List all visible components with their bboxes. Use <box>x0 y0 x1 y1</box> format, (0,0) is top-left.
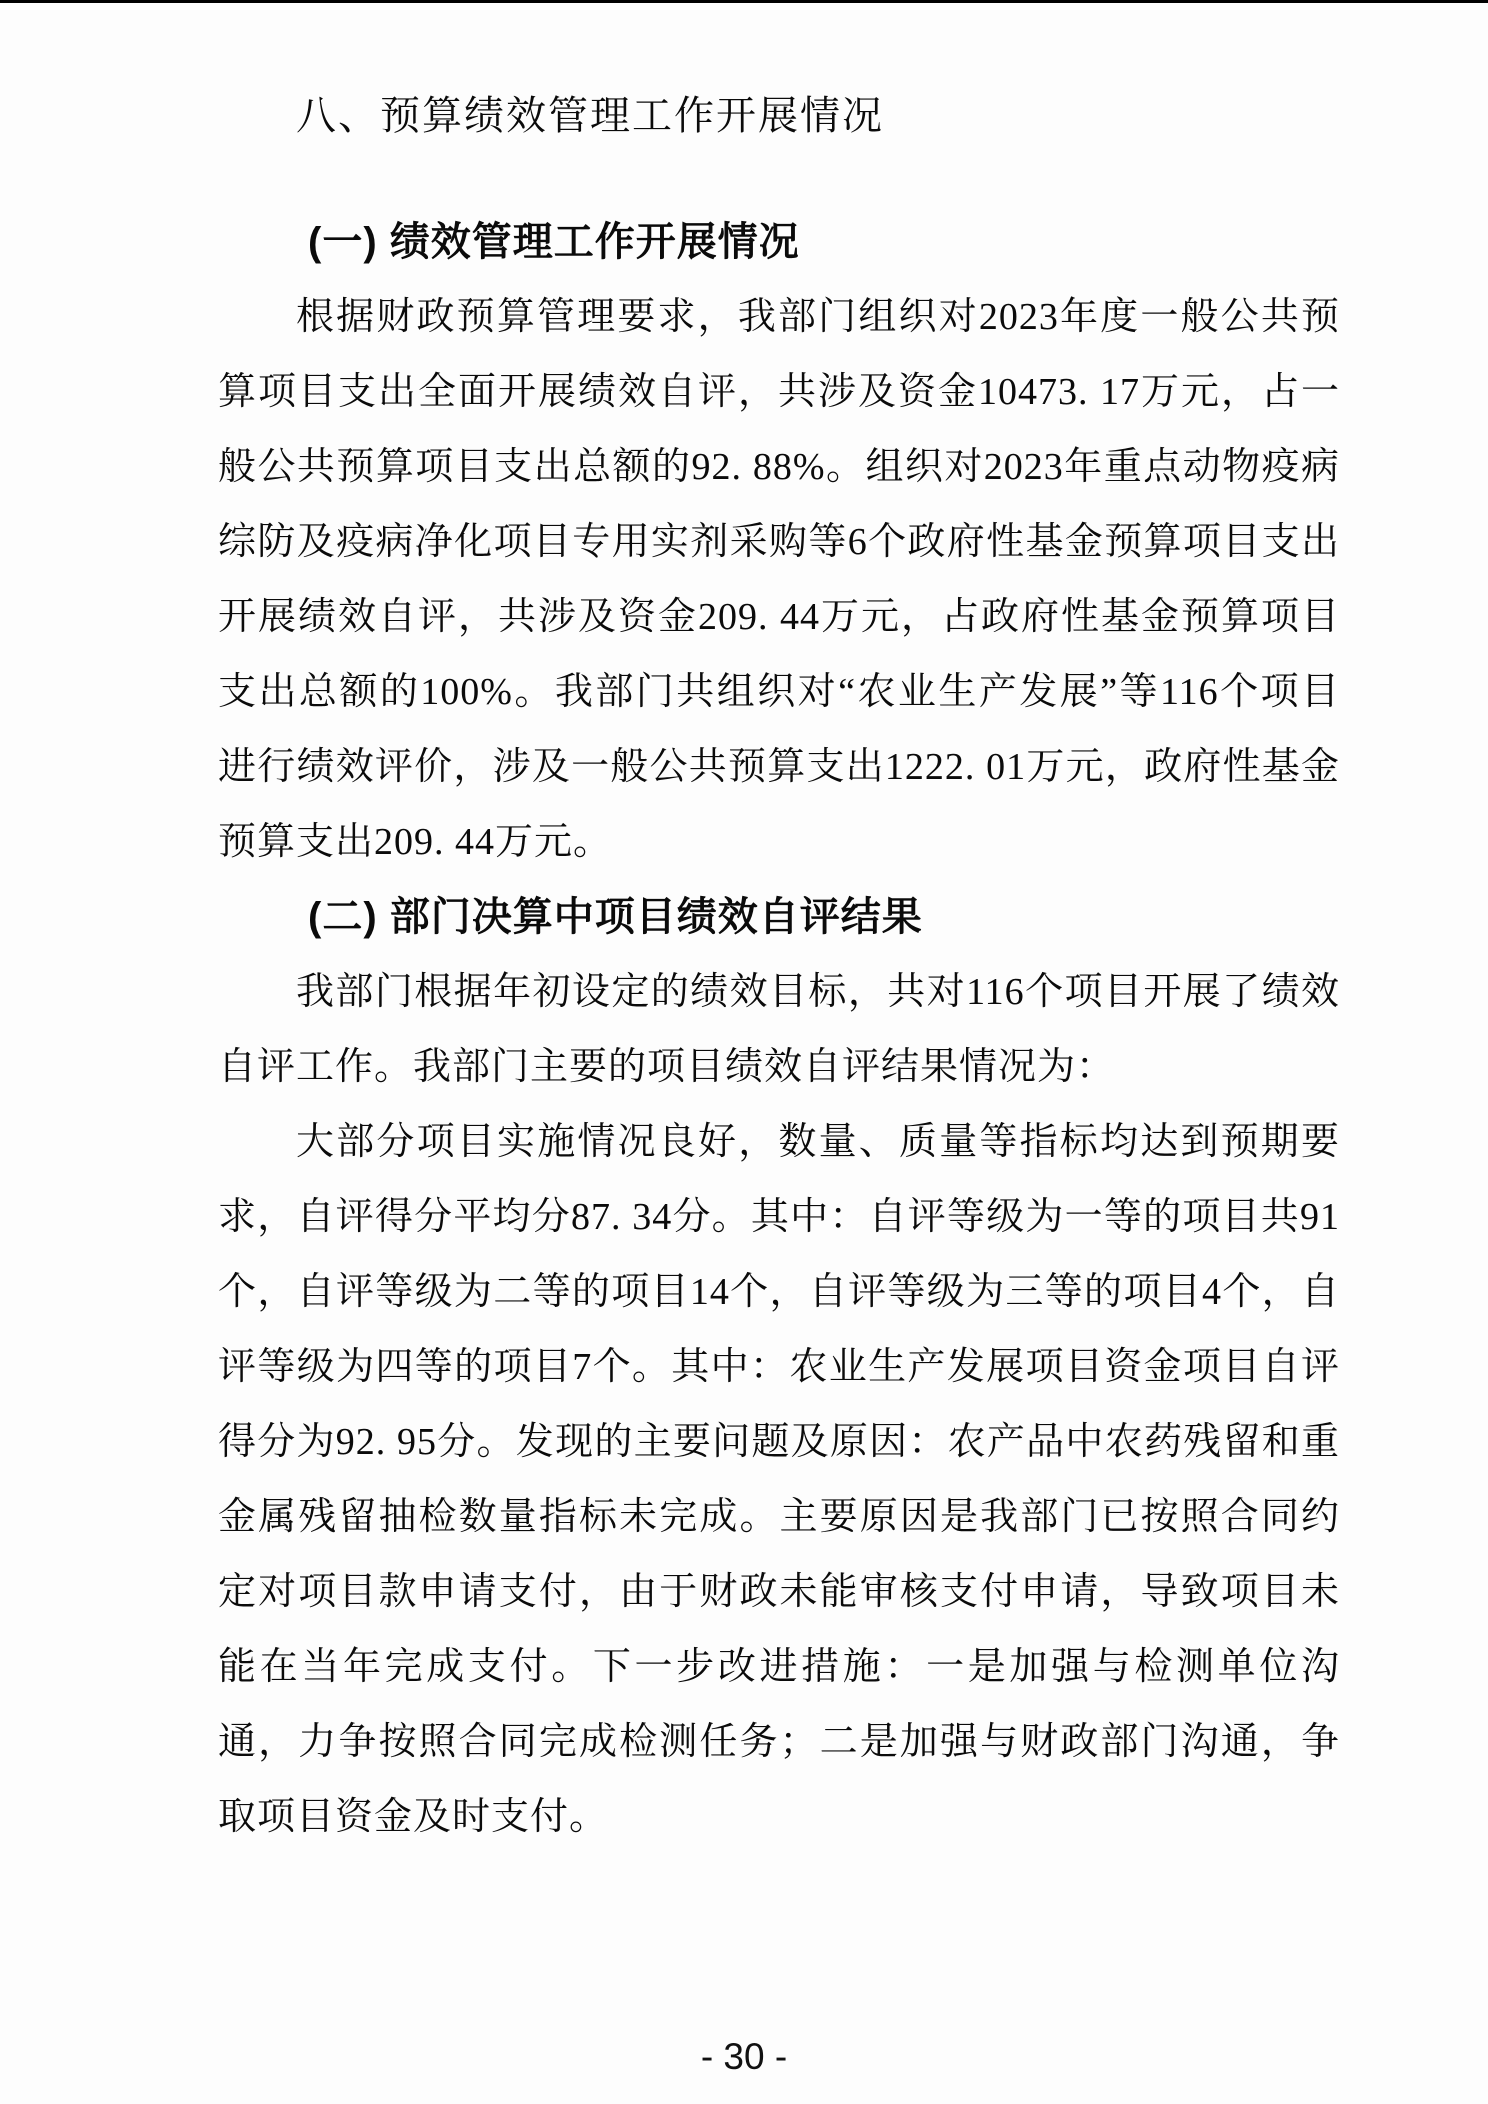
text-line: 通，力争按照合同完成检测任务；二是加强与财政部门沟通，争 <box>218 1721 1340 1763</box>
text-line: 定对项目款申请支付，由于财政未能审核支付申请，导致项目未 <box>218 1571 1340 1613</box>
text-line: 自评工作。我部门主要的项目绩效自评结果情况为： <box>218 1046 1116 1088</box>
page-number: - 30 - <box>700 2036 788 2077</box>
text-line: 求，自评得分平均分87. 34分。其中：自评等级为一等的项目共91 <box>218 1196 1340 1238</box>
text-line: 评等级为四等的项目7个。其中：农业生产发展项目资金项目自评 <box>218 1346 1340 1388</box>
paragraph <box>218 955 1340 1105</box>
text-line: 算项目支出全面开展绩效自评，共涉及资金10473. 17万元，占一 <box>218 371 1340 413</box>
text-line: 个，自评等级为二等的项目14个，自评等级为三等的项目4个，自 <box>218 1271 1340 1313</box>
text-line: 根据财政预算管理要求，我部门组织对2023年度一般公共预 <box>296 296 1340 338</box>
text-line: 进行绩效评价，涉及一般公共预算支出1222. 01万元，政府性基金 <box>218 746 1340 788</box>
text-line: 取项目资金及时支付。 <box>218 1796 609 1838</box>
text-line: 金属残留抽检数量指标未完成。主要原因是我部门已按照合同约 <box>218 1496 1340 1538</box>
scan-edge-artifact <box>0 0 1488 3</box>
text-line: 我部门根据年初设定的绩效目标，共对116个项目开展了绩效 <box>296 971 1340 1013</box>
text-line: 能在当年完成支付。下一步改进措施：一是加强与检测单位沟 <box>218 1646 1340 1688</box>
section-heading-2: (二) 部门决算中项目绩效自评结果 <box>308 895 923 939</box>
paragraph <box>218 280 1340 880</box>
section-heading-1: (一) 绩效管理工作开展情况 <box>308 220 800 264</box>
document-body <box>218 78 1340 1855</box>
text-line: 大部分项目实施情况良好，数量、质量等指标均达到预期要 <box>296 1121 1340 1163</box>
text-line: 支出总额的100%。我部门共组织对“农业生产发展”等116个项目 <box>218 671 1340 713</box>
text-line: 预算支出209. 44万元。 <box>218 821 613 863</box>
text-line: 开展绩效自评，共涉及资金209. 44万元，占政府性基金预算项目 <box>218 596 1340 638</box>
text-line: 般公共预算项目支出总额的92. 88%。组织对2023年重点动物疫病 <box>218 446 1340 488</box>
paragraph <box>218 1105 1340 1855</box>
document-title: 八、预算绩效管理工作开展情况 <box>296 93 884 138</box>
text-line: 综防及疫病净化项目专用实剂采购等6个政府性基金预算项目支出 <box>218 521 1340 563</box>
text-line: 得分为92. 95分。发现的主要问题及原因：农产品中农药残留和重 <box>218 1421 1340 1463</box>
